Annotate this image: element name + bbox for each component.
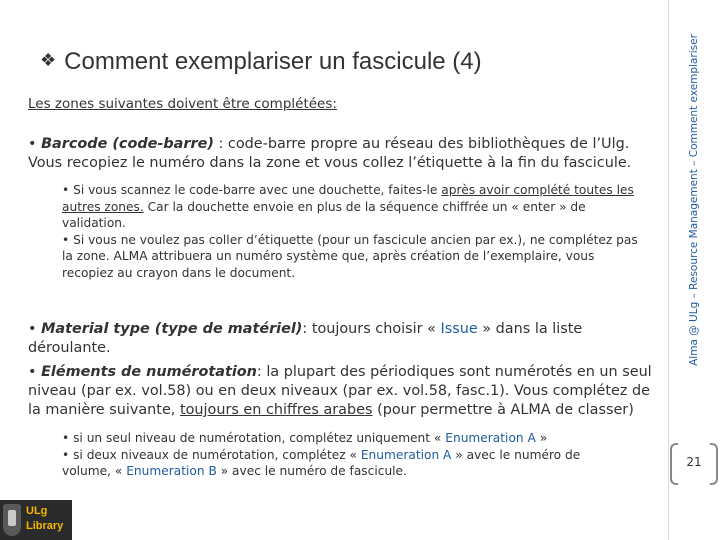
underlined-text: toujours en chiffres arabes	[179, 402, 373, 418]
enumeration-a-value: Enumeration A	[445, 431, 536, 445]
ulg-library-logo	[0, 500, 72, 540]
barcode-description: : code-barre propre au réseau des bibliothèques de l’Ulg. Vous recopiez le numéro dans la zone et vous collez l’étiquette à la fin du fascicule.	[28, 136, 632, 171]
material-type-paragraph: • Material type (type de matériel): toujours choisir « Issue » dans la liste déroulante.	[28, 321, 583, 356]
diamond-bullet-icon: ❖	[40, 50, 57, 70]
bullet: •	[28, 136, 37, 152]
material-type-label: Material type (type de matériel)	[41, 321, 303, 337]
elements-subpoints	[62, 430, 622, 480]
barcode-subpoint-scan: • Si vous scannez le code-barre avec une douchette, faites-le après avoir complété toutes les autres zones. Car la douchette envoie en plus de la séquence chiffrée un « enter » de validation.	[62, 183, 634, 230]
barcode-label: Barcode (code-barre)	[41, 136, 214, 152]
crest-icon	[3, 504, 21, 536]
elements-subpoint-double: • si deux niveaux de numérotation, complétez « Enumeration A » avec le numéro de volume, « Enumeration B » avec le numéro de fascicule.	[62, 447, 581, 478]
slide-title	[40, 48, 640, 76]
issue-value: Issue	[440, 321, 478, 337]
bullet: •	[28, 321, 37, 337]
underlined-text: après avoir complété toutes les autres zones.	[62, 183, 634, 214]
enumeration-a-value: Enumeration A	[360, 447, 452, 462]
sidebar-vertical-text: Alma @ ULg – Resource Management – Comment exemplariser	[688, 34, 700, 366]
bullet: •	[28, 364, 37, 380]
elements-subpoint-single: • si un seul niveau de numérotation, complétez uniquement « Enumeration A »	[62, 431, 548, 445]
elements-label: Eléments de numérotation	[41, 364, 257, 380]
logo-text: ULg Library	[26, 505, 64, 532]
barcode-subpoints	[62, 182, 647, 281]
barcode-paragraph	[28, 135, 653, 173]
barcode-subpoint-no-label: • Si vous ne voulez pas coller d’étiquette (pour un fascicule ancien par ex.), ne complétez pas la zone. ALMA attribuera un numéro système que, après création de l’exemplaire, vous recopiez au crayon dans le document.	[62, 232, 638, 280]
slide-title-text: Comment exemplariser un fascicule (4)	[64, 48, 482, 75]
enumeration-b-value: Enumeration B	[126, 464, 217, 478]
elements-paragraph: • Eléments de numérotation: la plupart des périodiques sont numérotés en un seul niveau (par ex. vol.58) ou en deux niveaux (par ex. vol.58, fasc.1). Vous complétez de la manière suivante, toujours en chiffres arabes (pour permettre à ALMA de classer)	[28, 364, 652, 418]
page-number: 21	[686, 455, 702, 469]
page-number-frame	[670, 443, 718, 485]
intro-text: Les zones suivantes doivent être complétées:	[28, 96, 337, 112]
